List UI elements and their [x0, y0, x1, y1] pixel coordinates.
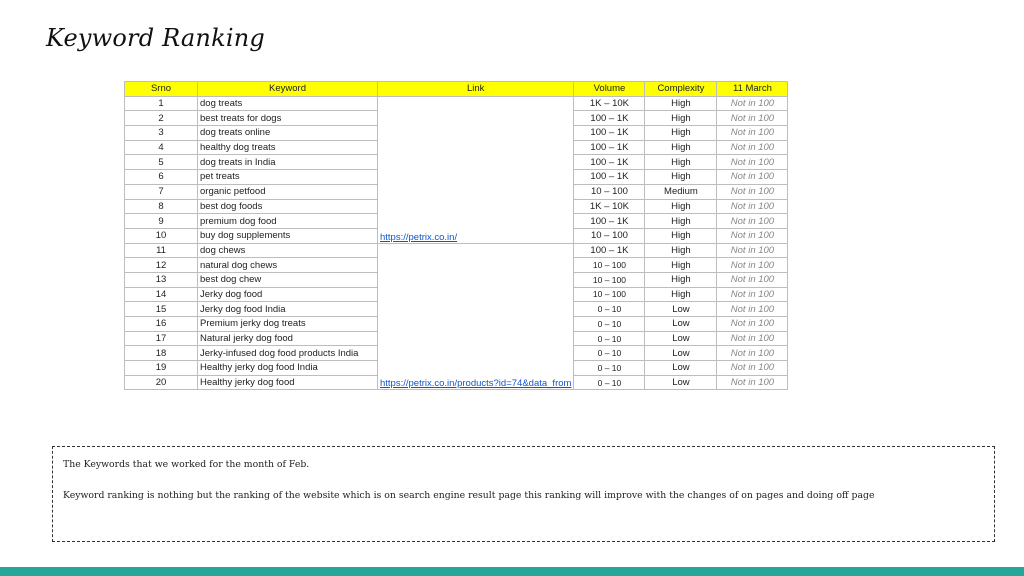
srno-cell: 20 — [125, 375, 198, 390]
rank-cell: Not in 100 — [717, 302, 788, 317]
volume-cell: 0 – 10 — [574, 302, 645, 317]
srno-cell: 7 — [125, 184, 198, 199]
complexity-cell: High — [645, 258, 717, 273]
keyword-cell: best dog foods — [198, 199, 378, 214]
volume-cell: 100 – 1K — [574, 111, 645, 126]
srno-cell: 3 — [125, 126, 198, 141]
header-complexity: Complexity — [645, 82, 717, 97]
keyword-cell: Jerky-infused dog food products India — [198, 346, 378, 361]
srno-cell: 1 — [125, 96, 198, 111]
volume-cell: 100 – 1K — [574, 243, 645, 258]
volume-cell: 100 – 1K — [574, 140, 645, 155]
complexity-cell: Low — [645, 361, 717, 376]
rank-cell: Not in 100 — [717, 170, 788, 185]
header-srno: Srno — [125, 82, 198, 97]
volume-cell: 100 – 1K — [574, 214, 645, 229]
volume-cell: 10 – 100 — [574, 272, 645, 287]
keyword-cell: buy dog supplements — [198, 228, 378, 243]
keyword-table-body — [125, 96, 788, 390]
link-cell-product — [378, 243, 574, 390]
link-cell-home — [378, 96, 574, 243]
rank-cell: Not in 100 — [717, 126, 788, 141]
rank-cell: Not in 100 — [717, 317, 788, 332]
notes-line-2: Keyword ranking is nothing but the ranking of the website which is on search engine result page this ranking will improve with the changes of on pages and doing off page — [63, 490, 875, 501]
link-product[interactable]: https://petrix.co.in/products?id=74&data_from — [380, 378, 572, 390]
complexity-cell: High — [645, 155, 717, 170]
keyword-cell: premium dog food — [198, 214, 378, 229]
complexity-cell: High — [645, 214, 717, 229]
complexity-cell: High — [645, 287, 717, 302]
keyword-cell: best dog chew — [198, 272, 378, 287]
link-home[interactable]: https://petrix.co.in/ — [380, 231, 458, 243]
keyword-cell: dog treats — [198, 96, 378, 111]
complexity-cell: High — [645, 140, 717, 155]
keyword-cell: Healthy jerky dog food India — [198, 361, 378, 376]
srno-cell: 17 — [125, 331, 198, 346]
volume-cell: 1K – 10K — [574, 199, 645, 214]
complexity-cell: Medium — [645, 184, 717, 199]
srno-cell: 10 — [125, 228, 198, 243]
table-header-row — [125, 82, 788, 97]
rank-cell: Not in 100 — [717, 346, 788, 361]
table-row — [125, 96, 788, 111]
header-link: Link — [378, 82, 574, 97]
header-rank-date: 11 March — [717, 82, 788, 97]
srno-cell: 19 — [125, 361, 198, 376]
keyword-cell: Healthy jerky dog food — [198, 375, 378, 390]
rank-cell: Not in 100 — [717, 272, 788, 287]
volume-cell: 10 – 100 — [574, 258, 645, 273]
rank-cell: Not in 100 — [717, 375, 788, 390]
rank-cell: Not in 100 — [717, 331, 788, 346]
rank-cell: Not in 100 — [717, 140, 788, 155]
page-title: Keyword Ranking — [46, 24, 265, 52]
rank-cell: Not in 100 — [717, 96, 788, 111]
srno-cell: 15 — [125, 302, 198, 317]
header-volume: Volume — [574, 82, 645, 97]
volume-cell: 100 – 1K — [574, 155, 645, 170]
keyword-cell: dog treats in India — [198, 155, 378, 170]
rank-cell: Not in 100 — [717, 199, 788, 214]
srno-cell: 12 — [125, 258, 198, 273]
volume-cell: 0 – 10 — [574, 375, 645, 390]
srno-cell: 14 — [125, 287, 198, 302]
rank-cell: Not in 100 — [717, 228, 788, 243]
srno-cell: 9 — [125, 214, 198, 229]
rank-cell: Not in 100 — [717, 287, 788, 302]
keyword-cell: dog chews — [198, 243, 378, 258]
complexity-cell: High — [645, 126, 717, 141]
keyword-cell: Jerky dog food — [198, 287, 378, 302]
keyword-cell: organic petfood — [198, 184, 378, 199]
srno-cell: 8 — [125, 199, 198, 214]
keyword-cell: best treats for dogs — [198, 111, 378, 126]
srno-cell: 11 — [125, 243, 198, 258]
notes-box — [52, 446, 995, 542]
complexity-cell: High — [645, 199, 717, 214]
complexity-cell: High — [645, 170, 717, 185]
complexity-cell: Low — [645, 331, 717, 346]
srno-cell: 4 — [125, 140, 198, 155]
complexity-cell: High — [645, 228, 717, 243]
volume-cell: 0 – 10 — [574, 317, 645, 332]
complexity-cell: High — [645, 243, 717, 258]
volume-cell: 0 – 10 — [574, 346, 645, 361]
volume-cell: 0 – 10 — [574, 331, 645, 346]
volume-cell: 0 – 10 — [574, 361, 645, 376]
rank-cell: Not in 100 — [717, 243, 788, 258]
volume-cell: 1K – 10K — [574, 96, 645, 111]
volume-cell: 100 – 1K — [574, 170, 645, 185]
keyword-cell: Jerky dog food India — [198, 302, 378, 317]
complexity-cell: High — [645, 111, 717, 126]
volume-cell: 10 – 100 — [574, 287, 645, 302]
rank-cell: Not in 100 — [717, 155, 788, 170]
srno-cell: 18 — [125, 346, 198, 361]
rank-cell: Not in 100 — [717, 361, 788, 376]
complexity-cell: Low — [645, 346, 717, 361]
volume-cell: 100 – 1K — [574, 126, 645, 141]
keyword-table — [124, 81, 788, 390]
rank-cell: Not in 100 — [717, 214, 788, 229]
rank-cell: Not in 100 — [717, 111, 788, 126]
volume-cell: 10 – 100 — [574, 184, 645, 199]
srno-cell: 5 — [125, 155, 198, 170]
keyword-cell: pet treats — [198, 170, 378, 185]
rank-cell: Not in 100 — [717, 258, 788, 273]
complexity-cell: High — [645, 272, 717, 287]
keyword-cell: Premium jerky dog treats — [198, 317, 378, 332]
table-row — [125, 243, 788, 258]
volume-cell: 10 – 100 — [574, 228, 645, 243]
keyword-cell: natural dog chews — [198, 258, 378, 273]
keyword-cell: healthy dog treats — [198, 140, 378, 155]
rank-cell: Not in 100 — [717, 184, 788, 199]
notes-line-1: The Keywords that we worked for the month of Feb. — [63, 459, 310, 470]
complexity-cell: Low — [645, 302, 717, 317]
complexity-cell: Low — [645, 375, 717, 390]
complexity-cell: High — [645, 96, 717, 111]
footer-accent-bar — [0, 567, 1024, 576]
complexity-cell: Low — [645, 317, 717, 332]
keyword-cell: Natural jerky dog food — [198, 331, 378, 346]
srno-cell: 6 — [125, 170, 198, 185]
srno-cell: 16 — [125, 317, 198, 332]
header-keyword: Keyword — [198, 82, 378, 97]
srno-cell: 13 — [125, 272, 198, 287]
keyword-cell: dog treats online — [198, 126, 378, 141]
srno-cell: 2 — [125, 111, 198, 126]
